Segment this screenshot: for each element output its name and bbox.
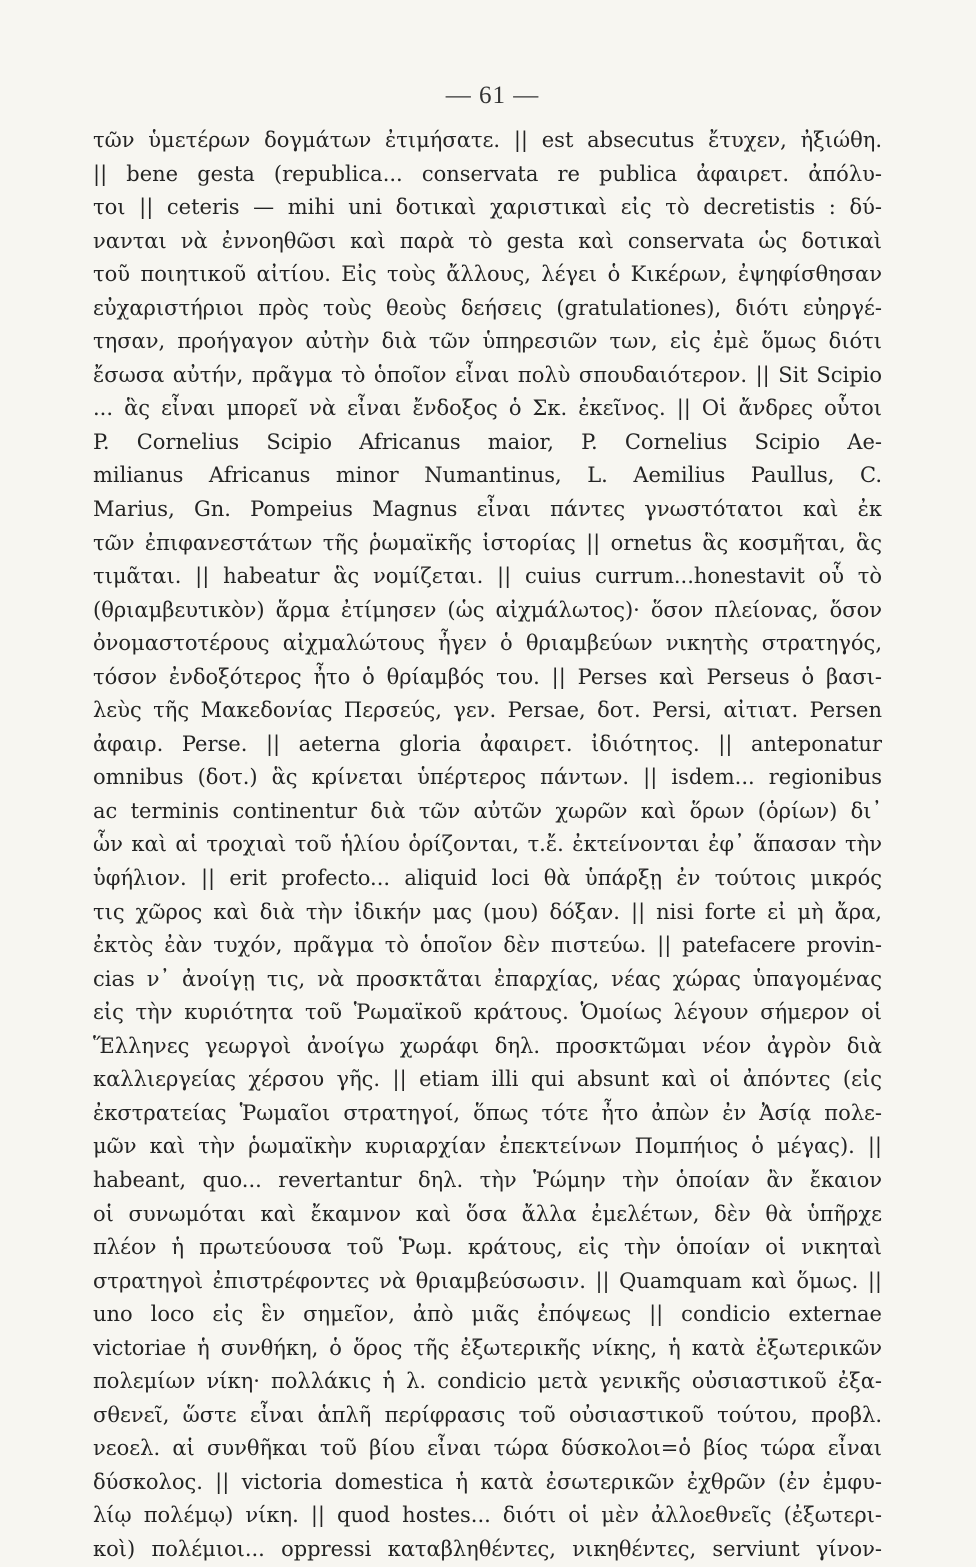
text-line: Marius, Gn. Pompeius Magnus εἶναι πάντες γνωστότατοι καὶ ἐκ	[93, 497, 882, 522]
text-line: P. Cornelius Scipio Africanus maior, P. Cornelius Scipio Ae-	[93, 429, 882, 454]
text-line: ἔσωσα αὐτήν, πρᾶγμα τὸ ὁποῖον εἶναι πολὺ σπουδαιότερον. || Sit Scipio	[93, 362, 882, 387]
text-line: cias ν᾽ ἀνοίγῃ τις, νὰ προσκτᾶται ἐπαρχίας, νέας χώρας ὑπαγομένας	[93, 966, 882, 991]
text-line: καλλιεργείας χέρσου γῆς. || etiam illi qui absunt καὶ οἱ ἀπόντες (εἰς	[93, 1067, 882, 1092]
text-line: μῶν καὶ τὴν ῥωμαϊκὴν κυριαρχίαν ἐπεκτείνων Πομπήιος ὁ μέγας). ||	[93, 1134, 882, 1159]
text-line: τιμᾶται. || habeatur ἃς νομίζεται. || cuius currum...honestavit οὗ τὸ	[93, 564, 882, 589]
text-line: uno loco εἰς ἓν σημεῖον, ἀπὸ μιᾶς ἐπόψεως || condicio externae	[93, 1302, 882, 1327]
text-line: τοῦ ποιητικοῦ αἰτίου. Εἰς τοὺς ἄλλους, λέγει ὁ Κικέρων, ἐψηφίσθησαν	[93, 262, 882, 287]
text-line: ὑφήλιον. || erit profecto... aliquid loci θὰ ὑπάρξῃ ἐν τούτοις μικρός	[93, 866, 882, 891]
text-line: habeant, quo... revertantur δηλ. τὴν Ῥώμην τὴν ὁποίαν ἂν ἔκαιον	[93, 1167, 882, 1192]
text-line: τῶν ἐπιφανεστάτων τῆς ῥωμαϊκῆς ἱστορίας || ornetus ἃς κοσμῆται, ἃς	[93, 530, 882, 555]
text-line: ἐκτὸς ἐὰν τυχόν, πρᾶγμα τὸ ὁποῖον δὲν πιστεύω. || patefacere provin-	[93, 933, 882, 958]
text-line: νανται νὰ ἐννοηθῶσι καὶ παρὰ τὸ gesta καὶ conservata ὡς δοτικαὶ	[93, 228, 882, 253]
page-number: — 61 —	[445, 82, 540, 109]
text-line: νεοελ. αἱ συνθῆκαι τοῦ βίου εἶναι τώρα δύσκολοι=ὁ βίος τώρα εἶναι	[93, 1436, 882, 1461]
commentary-text	[93, 124, 882, 1567]
text-line: ἀφαιρ. Perse. || aeterna gloria ἀφαιρετ. ἰδιότητος. || anteponatur	[93, 731, 882, 756]
text-line: ὧν καὶ αἱ τροχιαὶ τοῦ ἡλίου ὁρίζονται, τ.ἔ. ἐκτείνονται ἐφ᾽ ἅπασαν τὴν	[93, 832, 882, 857]
text-line: ac terminis continentur διὰ τῶν αὐτῶν χωρῶν καὶ ὅρων (ὁρίων) δι᾽	[93, 798, 882, 823]
text-line: victoriae ἡ συνθήκη, ὁ ὅρος τῆς ἐξωτερικῆς νίκης, ἡ κατὰ ἐξωτερικῶν	[93, 1335, 882, 1360]
text-line: || bene gesta (republica... conservata re publica ἀφαιρετ. ἀπόλυ-	[93, 161, 882, 186]
text-line: ὀνομαστοτέρους αἰχμαλώτους ἦγεν ὁ θριαμβεύων νικητὴς στρατηγός,	[93, 631, 882, 656]
text-line: τόσον ἐνδοξότερος ἦτο ὁ θρίαμβός του. || Perses καὶ Perseus ὁ βασι-	[93, 664, 882, 689]
text-line: λεὺς τῆς Μακεδονίας Περσεύς, γεν. Persae, δοτ. Persi, αἰτιατ. Persen	[93, 698, 882, 723]
text-line: εἰς τὴν κυριότητα τοῦ Ῥωμαϊκοῦ κράτους. Ὁμοίως λέγουν σήμερον οἱ	[93, 1000, 882, 1025]
text-line: οἱ συνωμόται καὶ ἔκαμνον καὶ ὅσα ἄλλα ἐμελέτων, δὲν θὰ ὑπῆρχε	[93, 1201, 882, 1226]
text-line: (θριαμβευτικὸν) ἅρμα ἐτίμησεν (ὡς αἰχμάλωτος)· ὅσον πλείονας, ὅσον	[93, 597, 882, 622]
text-line: ἐκστρατείας Ῥωμαῖοι στρατηγοί, ὅπως τότε ἦτο ἀπὼν ἐν Ἀσίᾳ πολε-	[93, 1100, 882, 1125]
text-line: λίῳ πολέμῳ) νίκη. || quod hostes... διότι οἱ μὲν ἀλλοεθνεῖς (ἐξωτερι-	[93, 1503, 882, 1528]
text-line: milianus Africanus minor Numantinus, L. Aemilius Paullus, C.	[93, 463, 882, 488]
text-line: κοὶ) πολέμιοι... oppressi καταβληθέντες, νικηθέντες, serviunt γίνον-	[93, 1536, 882, 1561]
text-line: στρατηγοὶ ἐπιστρέφοντες νὰ θριαμβεύσωσιν. || Quamquam καὶ ὅμως. ||	[93, 1268, 882, 1293]
text-line: πλέον ἡ πρωτεύουσα τοῦ Ῥωμ. κράτους, εἰς τὴν ὁποίαν οἱ νικηταὶ	[93, 1235, 882, 1260]
text-line: Ἕλληνες γεωργοὶ ἀνοίγω χωράφι δηλ. προσκτῶμαι νέον ἀγρὸν διὰ	[93, 1033, 882, 1058]
text-line: ... ἃς εἶναι μπορεῖ νὰ εἶναι ἔνδοξος ὁ Σκ. ἐκεῖνος. || Οἱ ἄνδρες οὗτοι	[93, 396, 882, 421]
text-line: σθενεῖ, ὥστε εἶναι ἁπλῆ περίφρασις τοῦ οὐσιαστικοῦ τούτου, προβλ.	[93, 1402, 882, 1427]
text-line: τησαν, προήγαγον αὐτὴν διὰ τῶν ὑπηρεσιῶν των, εἰς ἐμὲ ὅμως διότι	[93, 329, 882, 354]
text-line: εὐχαριστήριοι πρὸς τοὺς θεοὺς δεήσεις (gratulationes), διότι εὐηργέ-	[93, 295, 882, 320]
text-line: omnibus (δοτ.) ἃς κρίνεται ὑπέρτερος πάντων. || isdem... regionibus	[93, 765, 882, 790]
text-line: τῶν ὑμετέρων δογμάτων ἐτιμήσατε. || est absecutus ἔτυχεν, ἠξιώθη.	[93, 128, 882, 152]
text-line: τις χῶρος καὶ διὰ τὴν ἰδικήν μας (μου) δόξαν. || nisi forte εἰ μὴ ἄρα,	[93, 899, 882, 924]
text-line: πολεμίων νίκη· πολλάκις ἡ λ. condicio μετὰ γενικῆς οὐσιαστικοῦ ἐξα-	[93, 1369, 882, 1394]
text-line: τοι || ceteris — mihi uni δοτικαὶ χαριστικαὶ εἰς τὸ decretistis : δύ-	[93, 195, 882, 220]
text-line: δύσκολος. || victoria domestica ἡ κατὰ ἐσωτερικῶν ἐχθρῶν (ἐν ἐμφυ-	[93, 1469, 882, 1494]
